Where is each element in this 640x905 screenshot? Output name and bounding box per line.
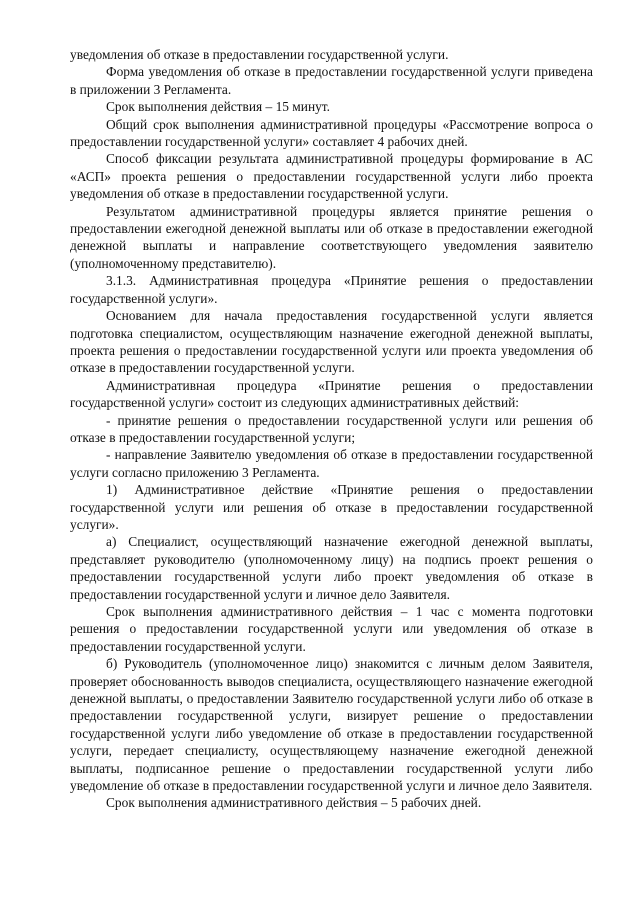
document-page [70, 46, 593, 812]
paragraph-6: Результатом административной процедуры является принятие решения о предоставлении ежегодной денежной выплаты или об отказе в предоставлении ежегодной денежной выплаты и направление соответствующего уведомления заявителю (уполномоченному представителю). [70, 203, 593, 271]
paragraph-10: - принятие решения о предоставлении государственной услуги или решения об отказе в предоставлении государственной услуги; [70, 412, 593, 445]
paragraph-9: Административная процедура «Принятие решения о предоставлении государственной услуги» состоит из следующих административных действий: [70, 377, 593, 411]
paragraph-3: Срок выполнения действия – 15 минут. [106, 99, 330, 115]
paragraph-8: Основанием для начала предоставления государственной услуги является подготовка специалистом, осуществляющим назначение ежегодной денежной выплаты, проекта решения о предоставлении государственной услуги или проекта уведомления об отказе в предоставлении государственной услуги. [70, 308, 593, 376]
paragraph-12: 1) Административное действие «Принятие решения о предоставлении государственной услуги или решения об отказе в предоставлении государственной услуги». [70, 482, 593, 532]
paragraph-13: а) Специалист, осуществляющий назначение ежегодной денежной выплаты, представляет руководителю (уполномоченному лицу) на подпись проект решения о предоставлении государственной услуги либо проект уведомления об отказе в предоставлении государственной услуги и личное дело Заявителя. [70, 534, 593, 602]
paragraph-2: Форма уведомления об отказе в предоставлении государственной услуги приведена в приложении 3 Регламента. [70, 64, 593, 97]
paragraph-1: уведомления об отказе в предоставлении государственной услуги. [70, 47, 449, 62]
paragraph-7: 3.1.3. Административная процедура «Принятие решения о предоставлении государственной услуги». [70, 273, 593, 306]
paragraph-11: - направление Заявителю уведомления об отказе в предоставлении государственной услуги согласно приложению 3 Регламента. [70, 447, 593, 480]
paragraph-5: Способ фиксации результата административной процедуры формирование в АС «АСП» проекта решения о предоставлении государственной услуги либо проекта уведомления об отказе в предоставлении государственной услуги. [70, 151, 593, 202]
paragraph-16: Срок выполнения административного действия – 5 рабочих дней. [106, 795, 482, 811]
paragraph-15: б) Руководитель (уполномоченное лицо) знакомится с личным делом Заявителя, проверяет обоснованность выводов специалиста, осуществляющего назначение ежегодной денежной выплаты, о предоставлении Заявителю государственной услуги либо об отказе в предоставлении государственной услуги, визирует решение о предоставлении государственной услуги либо уведомление об отказе в предоставлении государственной услуги, передает специалисту, осуществляющему назначение ежегодной денежной выплаты, подписанное решение о предоставлении государственной услуги либо уведомление об отказе в предоставлении государственной услуги и личное дело Заявителя. [70, 656, 593, 794]
paragraph-4: Общий срок выполнения административной процедуры «Рассмотрение вопроса о предоставлении государственной услуги» составляет 4 рабочих дней. [70, 116, 593, 150]
paragraph-14: Срок выполнения административного действия – 1 час с момента подготовки решения о предоставлении государственной услуги или уведомления об отказе в предоставлении государственной услуги. [70, 604, 593, 654]
